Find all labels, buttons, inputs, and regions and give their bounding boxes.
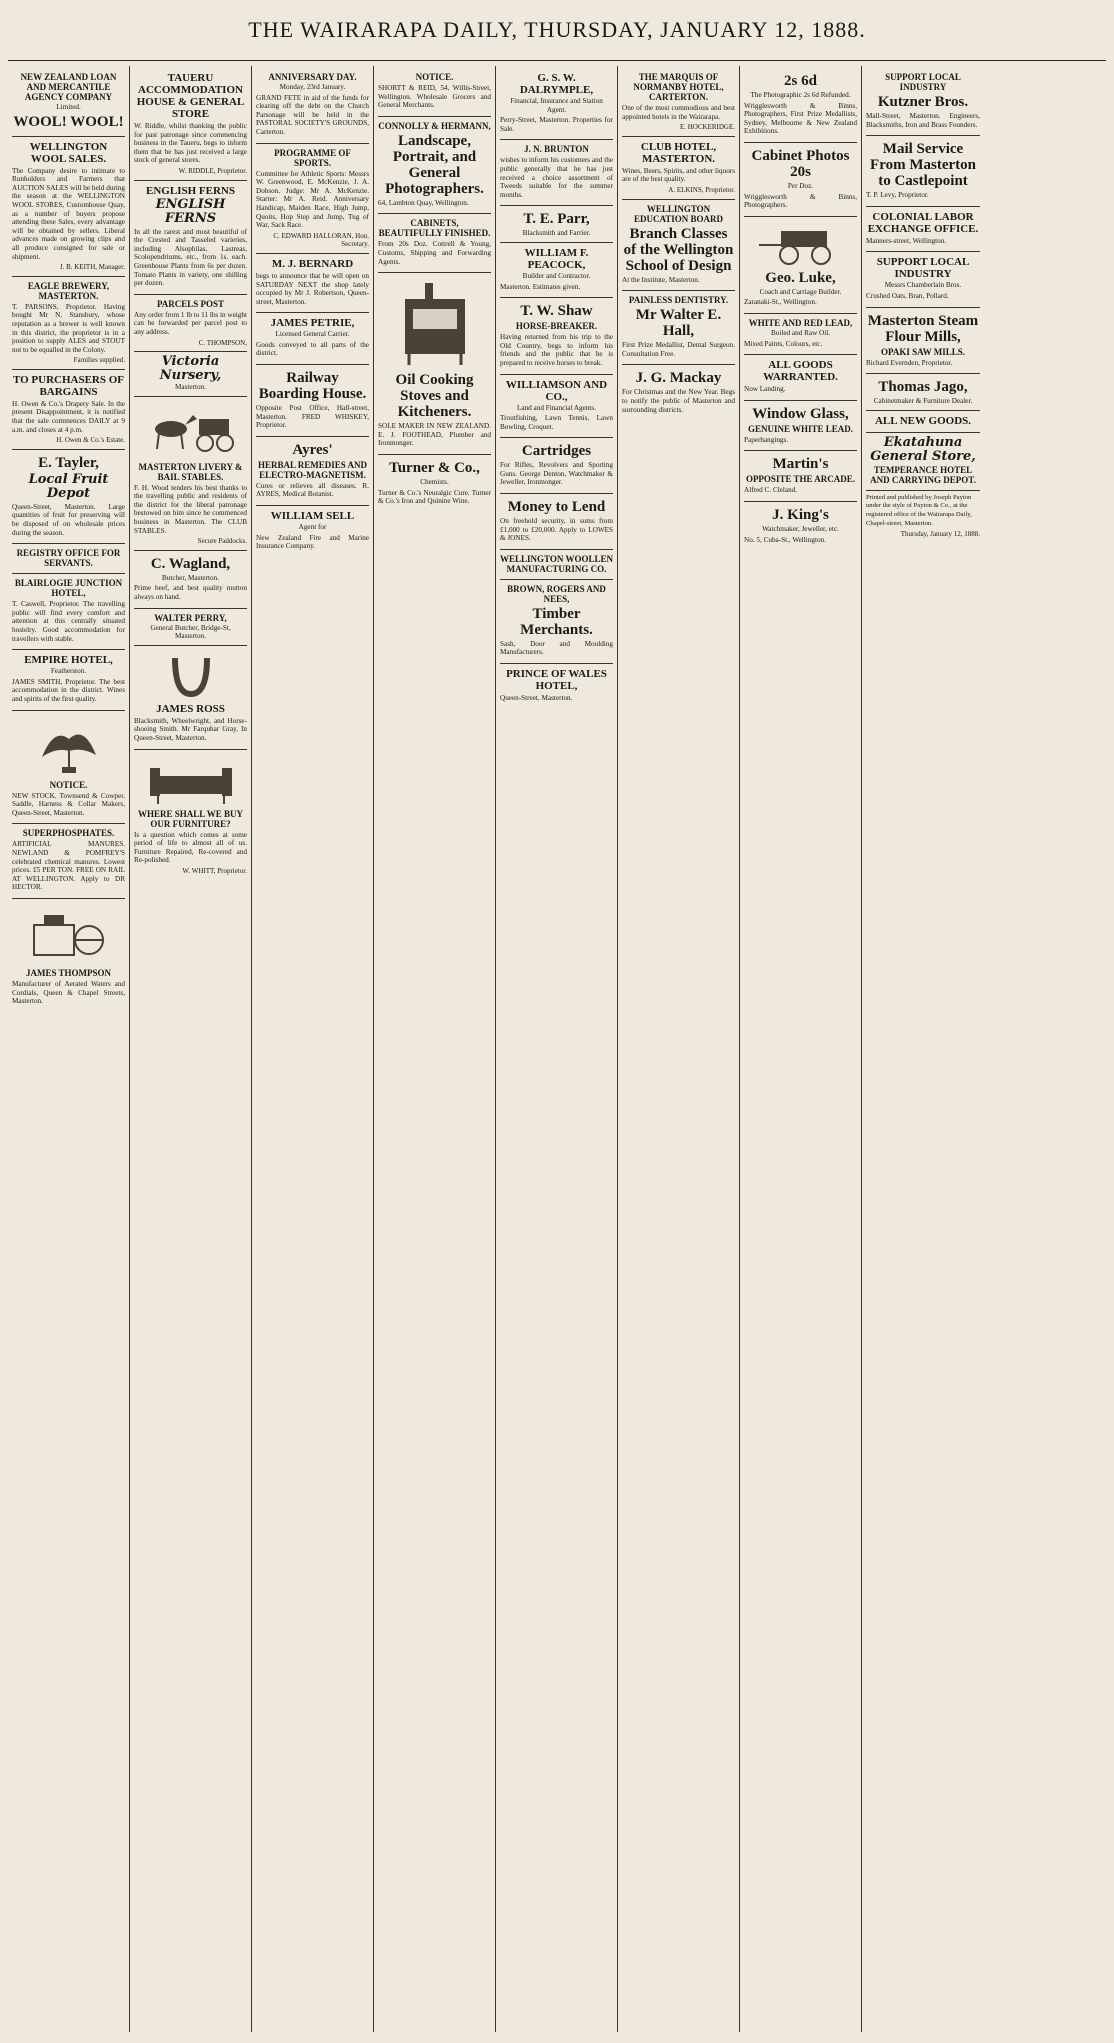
ad-ekatahuna	[866, 433, 980, 491]
stove-illustration-icon	[385, 279, 485, 369]
ad-subtitle: Land and Financial Agents.	[516, 403, 597, 412]
masthead	[0, 0, 1114, 60]
ad-mackay	[622, 365, 735, 420]
ad-body: H. Owen & Co.'s Drapery Sale. In the present Disappointment, it is notified that the sale commences DAILY at 9 a.m. and closes at 4 p.m.	[12, 399, 125, 434]
ad-body: Wrigglesworth & Binns, Photographers.	[744, 192, 857, 210]
ad-mail-service	[866, 136, 980, 207]
ad-title: JAMES THOMPSON	[25, 967, 112, 978]
ad-body: Committee for Athletic Sports: Messrs W. Greenwood, E. McKenzie, J. A. Dobson. Judge: Mr A. McKenzie. Starter: Mr A. Reid. Anniversary Handicap, Maiden Race, High Jump, Quoits, Hop Step and Jump, Tug of War, Sack Race.	[256, 169, 369, 230]
ad-subtitle: HORSE-BREAKER.	[515, 321, 598, 332]
ad-title: WILLIAMSON AND CO.,	[505, 378, 608, 403]
masthead-title: THE WAIRARAPA DAILY, THURSDAY, JANUARY 12, 1888.	[248, 17, 866, 42]
ad-brunton	[500, 140, 613, 206]
ad-title: Money to Lend	[507, 499, 606, 516]
ad-title: 2s 6d	[784, 73, 817, 89]
ad-title: WILLIAM F. PEACOCK,	[524, 246, 589, 271]
ad-body: Wines, Beers, Spirits, and other liquors are of the best quality.	[622, 166, 735, 184]
ad-dalrymple	[500, 68, 613, 140]
ad-subtitle: Messrs Chamberlain Bros.	[884, 281, 962, 290]
ad-body: Manners-street, Wellington.	[866, 236, 947, 245]
ad-title: ALL NEW GOODS.	[874, 414, 972, 427]
ad-furniture	[134, 750, 247, 880]
ad-cartridges	[500, 438, 613, 494]
ad-subtitle: Licensed General Carrier.	[275, 330, 350, 339]
ad-title: BLAIRLOGIE JUNCTION HOTEL,	[14, 578, 123, 599]
ad-turner	[378, 455, 491, 512]
ad-flour-mills	[866, 308, 980, 375]
ad-body: Sash, Door and Moulding Manufacturers.	[500, 639, 613, 657]
horseshoe-illustration-icon	[161, 652, 221, 700]
ad-subtitle: Watchmaker, Jeweller, etc.	[762, 524, 839, 533]
ad-labor-exchange	[866, 207, 980, 253]
ad-wagland	[134, 551, 247, 609]
ad-bargains	[12, 370, 125, 450]
ad-subtitle: Masterton.	[175, 383, 206, 392]
ad-body: Is a question which comes at some period of life to almost all of us. Furniture Repaired, Re-covered and Re-polished.	[134, 830, 247, 865]
ad-subtitle: Mr Walter E. Hall,	[635, 307, 722, 340]
horse-carriage-illustration-icon	[141, 403, 241, 459]
ad-body: Blacksmith, Wheelwright, and Horse-shoeing Smith. Mr Farquhar Gray, In Queen-Street, Masterton.	[134, 716, 247, 742]
ad-body: No. 5, Cuba-St., Wellington.	[744, 535, 826, 544]
ad-oil-stoves	[378, 273, 491, 455]
ad-marquis-normanby	[622, 68, 735, 137]
ad-body: Troutfishing, Lawn Tennis, Lawn Bowling, Croquet.	[500, 414, 613, 431]
ad-body: From 20s Doz. Cottrell & Young, Customs, Shipping and Forwarding Agents.	[378, 240, 491, 266]
ad-taueru	[134, 68, 247, 181]
ad-ayres	[256, 437, 369, 506]
ad-title: Railway Boarding House.	[258, 370, 367, 403]
ad-body: For Rifles, Revolvers and Sporting Guns. George Denton, Watchmaker & Jeweller, Ironmonger.	[500, 461, 613, 487]
ad-title: Cabinet Photos 20s	[751, 147, 850, 180]
ad-title: SUPPORT LOCAL INDUSTRY	[876, 256, 970, 281]
ad-club-hotel	[622, 137, 735, 200]
ad-body: T. PARSONS, Proprietor. Having bought Mr N. Stansbury, whose reputation as a brewer is well known in this district, the proprietor is in a position to supply ALES and STOUT not to be equalled in the Colony.	[12, 302, 125, 354]
ad-subtitle: General Butcher, Bridge-St, Masterton.	[150, 623, 231, 641]
ad-parr	[500, 206, 613, 243]
ad-school-of-design	[622, 200, 735, 292]
ad-subtitle: Chemists.	[420, 477, 449, 486]
ad-title: JAMES PETRIE,	[270, 317, 355, 330]
ad-anniversary-day	[256, 68, 369, 144]
ad-body: Cures or relieves all diseases. R. AYRES, Medical Botanist.	[256, 481, 369, 499]
ad-subtitle: Butcher, Masterton.	[162, 573, 219, 582]
ad-signature: W. WHITT, Proprietor.	[182, 866, 247, 875]
ad-title: Window Glass,	[752, 405, 849, 422]
ad-title: PRINCE OF WALES HOTEL,	[506, 668, 607, 693]
ad-subtitle: Kutzner Bros.	[877, 94, 969, 110]
ad-title: WELLINGTON WOOLLEN MANUFACTURING CO.	[500, 553, 613, 574]
ad-registry	[12, 544, 125, 574]
ad-body: Zaranaki-St., Wellington.	[744, 298, 817, 307]
ad-title: THE MARQUIS OF NORMANBY HOTEL, CARTERTON.	[633, 72, 724, 102]
ad-title: CONNOLLY & HERMANN,	[378, 120, 491, 131]
ad-body: The Company desire to intimate to Runholders and Farmers that AUCTION SALES will be held during the season at the WELLINGTON WOOL STORES, Customhouse Quay, as a number of buyers propose attending these Sales, every advantage will be obtained by sellers. Liberal advances made on growing clips and all produce consigned for sale or shipment.	[12, 166, 125, 261]
ad-title: ANNIVERSARY DAY.	[268, 72, 357, 82]
ad-title: Masterton Steam Flour Mills,	[867, 312, 979, 345]
ad-james-ross	[134, 646, 247, 750]
masthead-rule	[8, 60, 1106, 61]
ad-subtitle: Landscape, Portrait, and General Photographers.	[385, 132, 484, 197]
ad-body: Opposite Post Office, Hall-street, Masterton. FRED WHISKEY, Proprietor.	[256, 404, 369, 430]
ad-title: WHERE SHALL WE BUY OUR FURNITURE?	[137, 808, 244, 829]
ad-title: WALTER PERRY,	[154, 612, 227, 623]
ad-all-new-goods	[866, 411, 980, 433]
ad-tayler	[12, 450, 125, 544]
ad-body: Paperhangings.	[744, 435, 789, 444]
ad-title: SUPPORT LOCAL INDUSTRY	[885, 72, 961, 92]
ad-body: In all the rarest and most beautiful of the Crested and Tasseled varieties, including Alsophilas, Lastreas, Scolopendriums, etc., from 1s. each. Greenhouse Plants from 6s per dozen. Tomato Plants in variety, one shilling per dozen.	[134, 227, 247, 288]
ad-jago	[866, 374, 980, 411]
ad-subtitle: Blacksmith and Farrier.	[522, 229, 591, 238]
ad-title: Ekatahuna General Store,	[870, 434, 976, 464]
ad-subtitle: ENGLISH FERNS	[155, 196, 226, 226]
ad-subtitle: Per Doz.	[787, 181, 814, 190]
ad-title: C. Wagland,	[150, 555, 231, 572]
ad-body: For Christmas and the New Year. Begs to notify the public of Masterton and surrounding districts.	[622, 388, 735, 414]
ad-body: T. Caswell, Proprietor. The travelling public will find every comfort and attention at this centrally situated hostelry. Good accommodation for travellers with stable.	[12, 600, 125, 643]
ad-subtitle: OPAKI SAW MILLS.	[881, 346, 965, 357]
ad-perry	[134, 609, 247, 646]
imprint-date: Thursday, January 12, 1888.	[900, 530, 980, 539]
ad-title: TO PURCHASERS OF BARGAINS	[12, 373, 125, 398]
ad-body: On freehold security, in sums from £1,000 to £20,000. Apply to LOWES & JONES.	[500, 517, 613, 543]
ad-body: ARTIFICIAL MANURES. NEWLAND & POMFREY'S celebrated chemical manures. Lowest prices. £5 PER TON. FREE ON RAIL AT WELLINGTON. Apply to DR HECTOR.	[12, 840, 125, 892]
ad-railway-boarding	[256, 365, 369, 437]
ad-livery-stables	[134, 397, 247, 551]
columns	[8, 66, 1106, 2032]
ad-title: WHITE AND RED LEAD,	[748, 317, 853, 328]
column-7	[740, 66, 862, 2032]
ad-dentistry	[622, 291, 735, 365]
ad-signature: E. HOCKERIDGE.	[679, 123, 735, 132]
ad-subtitle: Timber Merchants.	[520, 605, 593, 638]
ad-subtitle: HERBAL REMEDIES AND ELECTRO-MAGNETISM.	[257, 459, 368, 480]
ad-body: Masterton. Estimates given.	[500, 282, 581, 291]
ad-signature: J. B. KEITH, Manager.	[59, 263, 125, 272]
ad-woollen-co	[500, 550, 613, 580]
ad-wool-sales	[12, 137, 125, 277]
ad-body: Mall-Street, Masterton. Engineers, Blacksmiths, Iron and Brass Founders.	[866, 112, 980, 129]
ad-title: TAUERU ACCOMMODATION HOUSE & GENERAL STORE	[136, 72, 245, 120]
ad-title: Martin's	[772, 456, 829, 473]
ad-body: begs to announce that he will open on SATURDAY NEXT the shop lately occupied by Mr J. Robertson, Queen-street, Masterton.	[256, 271, 369, 306]
ad-body: Now Landing.	[744, 385, 786, 394]
ad-subtitle: Financial, Insurance and Station Agent.	[510, 97, 603, 114]
ad-subtitle: Builder and Contractor.	[522, 271, 591, 280]
ad-eagle-brewery	[12, 277, 125, 370]
ad-manures	[12, 824, 125, 899]
ad-body: wishes to inform his customers and the public generally that he has just received a choice assortment of Tweeds suitable for the summer months.	[500, 156, 613, 199]
ad-title: Mail Service From Masterton to Castlepoint	[870, 141, 976, 190]
ad-subtitle: Featherston.	[50, 667, 87, 676]
ad-peacock	[500, 243, 613, 298]
column-1	[8, 66, 130, 2032]
ad-body: SHORTT & REID, 54, Willis-Street, Wellington. Wholesale Grocers and General Merchants.	[378, 84, 491, 110]
ad-title: J. King's	[772, 506, 829, 523]
ad-body: Having returned from his trip to the Old Country, begs to inform his friends and the public that he is prepared to receive horses to break.	[500, 333, 613, 367]
ad-body: SOLE MAKER IN NEW ZEALAND. E. J. FOOTHEAD, Plumber and Ironmonger.	[378, 422, 491, 448]
ad-body: Alfred C. Cleland.	[744, 486, 798, 495]
ad-body: At the Institute, Masterton.	[622, 275, 700, 284]
ad-kutzner	[866, 68, 980, 136]
column-6	[618, 66, 740, 2032]
saddle-illustration-icon	[34, 717, 104, 777]
ad-title: JAMES ROSS	[156, 702, 225, 715]
ad-martins	[744, 451, 857, 502]
ad-body: New Zealand Fire and Marine Insurance Company.	[256, 533, 369, 551]
ad-williamson	[500, 375, 613, 439]
ad-body: Queen-Street, Masterton. Large quantities of fruit for preserving will be disposed of on wholesale prices during the season.	[12, 502, 125, 537]
ad-title: NOTICE.	[415, 72, 454, 82]
ad-william-sell	[256, 506, 369, 557]
ad-title: REGISTRY OFFICE FOR SERVANTS.	[16, 548, 121, 569]
ad-body: Perry-Street, Masterton. Properties for Sale.	[500, 116, 613, 133]
ad-body: One of the most commodious and best appointed hotels in the Wairarapa.	[622, 104, 735, 121]
ad-body: Goods conveyed to all parts of the district.	[256, 340, 369, 358]
ad-all-goods	[744, 355, 857, 401]
ad-title: EAGLE BREWERY, MASTERTON.	[27, 280, 110, 301]
column-4	[374, 66, 496, 2032]
ad-title: WELLINGTON EDUCATION BOARD	[633, 203, 724, 224]
ad-subtitle: Monday, 23rd January.	[279, 83, 346, 91]
ad-body: Turner & Co.'s Neuralgic Cure. Turner & Co.'s Iron and Quinine Wine.	[378, 488, 491, 506]
ad-signature: H. Owen & Co.'s Estate.	[56, 436, 125, 445]
ad-body: Queen-Street, Masterton.	[500, 694, 573, 703]
ad-signature: C. EDWARD HALLORAN, Hon. Secretary.	[273, 231, 369, 249]
ad-title: Turner & Co.,	[389, 459, 480, 476]
ad-title: CABINETS, BEAUTIFULLY FINISHED.	[378, 218, 491, 239]
ad-title: PARCELS POST	[156, 298, 225, 309]
ad-title: PROGRAMME OF SPORTS.	[274, 147, 351, 168]
ad-title: MASTERTON LIVERY & BAIL STABLES.	[138, 461, 243, 482]
ad-signature: Families supplied.	[73, 356, 125, 365]
ad-bernard	[256, 254, 369, 313]
ad-title: Oil Cooking Stoves and Kitcheners.	[395, 372, 474, 421]
ad-parcels-post	[134, 295, 247, 352]
ad-title: Cartridges	[521, 443, 592, 460]
ad-body: Prime beef, and best quality mutton always on hand.	[134, 584, 247, 602]
ad-body: T. P. Levy, Proprietor.	[866, 191, 929, 200]
ad-signature: A. ELKINS, Proprietor.	[668, 185, 735, 194]
ad-title: PAINLESS DENTISTRY.	[628, 295, 729, 306]
ad-subtitle: Branch Classes of the Wellington School of Design	[623, 225, 734, 274]
ad-petrie	[256, 313, 369, 365]
ad-title: T. E. Parr,	[523, 211, 590, 228]
ad-j-king	[744, 502, 857, 550]
ad-subtitle: Agent for	[298, 523, 327, 532]
column-3	[252, 66, 374, 2032]
ad-signature: Secure Paddocks.	[197, 537, 247, 546]
ad-title: WILLIAM SELL	[270, 510, 355, 523]
ad-imprint	[866, 491, 980, 543]
column-2	[130, 66, 252, 2032]
ad-subtitle: TEMPERANCE HOTEL AND CARRYING DEPOT.	[870, 464, 976, 485]
ad-title: Thomas Jago,	[878, 379, 968, 396]
ad-body: Mixed Paints, Colours, etc.	[744, 339, 823, 348]
column-8	[862, 66, 984, 2032]
ad-brown-rogers	[500, 580, 613, 664]
imprint-text: Printed and published by Joseph Payton under the style of Payton & Co., at the registered office of the Wairarapa Daily, Chapel-street, Masterton.	[866, 493, 972, 527]
ad-body: GRAND FETE in aid of the funds for clearing off the debt on the Church Parsonage will be held in the PASTORAL SOCIETY'S GROUNDS, Carterton.	[256, 93, 369, 136]
ad-subtitle: The Photographic 2s 6d Refunded.	[750, 91, 851, 99]
ad-english-ferns	[134, 181, 247, 295]
ad-title: WELLINGTON WOOL SALES.	[29, 140, 108, 165]
ad-shaw	[500, 298, 613, 374]
ad-title: EMPIRE HOTEL,	[24, 654, 113, 667]
ad-title: J. N. BRUNTON	[524, 144, 589, 155]
sofa-illustration-icon	[146, 756, 236, 806]
ad-subtitle: Coach and Carriage Builder.	[759, 287, 842, 296]
ad-title: CLUB HOTEL, MASTERTON.	[640, 140, 717, 165]
ad-body: F. H. Wood tenders his best thanks to the travelling public and residents of the district for the liberal patronage bestowed on him since he commenced business in Masterton. The CLUB STABLES.	[134, 483, 247, 535]
ad-body: 64, Lambton Quay, Wellington.	[378, 198, 469, 207]
ad-subtitle: OPPOSITE THE ARCADE.	[745, 474, 856, 485]
ad-sports-programme	[256, 144, 369, 254]
machinery-illustration-icon	[24, 905, 114, 965]
ad-title: ENGLISH FERNS	[146, 184, 235, 197]
ad-title: COLONIAL LABOR EXCHANGE OFFICE.	[867, 210, 979, 235]
ad-subtitle: GENUINE WHITE LEAD.	[747, 423, 854, 434]
ad-money-to-lend	[500, 494, 613, 550]
ad-body: First Prize Medallist, Dental Surgeon. Consultation Free.	[622, 341, 735, 358]
ad-title: BROWN, ROGERS AND NEES,	[507, 583, 606, 604]
ad-subtitle: Cabinetmaker & Furniture Dealer.	[873, 397, 973, 406]
ad-photographic	[744, 68, 857, 143]
ad-title: ALL GOODS WARRANTED.	[763, 359, 838, 384]
ad-new-stock	[12, 711, 125, 825]
ad-body: Any order from 1 lb to 11 lbs in weight can be forwarded per parcel post to any address.	[134, 310, 247, 336]
ad-body: Crushed Oats, Bran, Pollard.	[866, 291, 949, 300]
ad-white-lead	[744, 314, 857, 355]
ad-connolly-hermann	[378, 117, 491, 215]
ad-title: Geo. Luke,	[765, 269, 836, 286]
ad-signature: C. THOMPSON,	[198, 338, 247, 347]
ad-signature: W. RIDDLE, Proprietor.	[178, 166, 247, 175]
ad-cabinet-photos	[744, 143, 857, 217]
ad-nz-loan	[12, 68, 125, 137]
carriage-illustration-icon	[751, 223, 851, 267]
ad-title: M. J. BERNARD	[271, 257, 354, 270]
ad-title: E. Tayler,	[38, 454, 99, 471]
ad-title: J. G. Mackay	[635, 370, 722, 387]
ad-window-glass	[744, 401, 857, 452]
ad-title: SUPERPHOSPHATES.	[22, 828, 115, 839]
ad-subtitle: Boiled and Raw Oil.	[770, 328, 831, 337]
ad-chamberlain	[866, 252, 980, 307]
ad-blairlogie	[12, 574, 125, 650]
ad-body: W. Riddle, whilst thanking the public for past patronage since commencing business in the Taueru, begs to inform them that he has just received a large stock of general stores.	[134, 122, 247, 165]
ad-title: G. S. W. DALRYMPLE,	[519, 72, 594, 96]
ad-title: NOTICE.	[49, 779, 88, 790]
column-5	[496, 66, 618, 2032]
ad-body: Richard Evernden, Proprietor.	[866, 358, 953, 367]
ad-prince-of-wales	[500, 664, 613, 709]
ad-body: WOOL! WOOL!	[13, 113, 124, 130]
ad-body: Manufacturer of Aerated Waters and Cordials, Queen & Chapel Streets, Masterton.	[12, 979, 125, 1006]
ad-subtitle: Local Fruit Depot	[28, 471, 109, 501]
ad-title: Ayres'	[292, 441, 333, 458]
ad-cabinets	[378, 214, 491, 273]
ad-title: Victoria Nursery,	[159, 354, 222, 384]
ad-victoria-nursery	[134, 352, 247, 397]
ad-body: JAMES SMITH, Proprietor. The best accommodation in the district. Wines and spirits of the first quality.	[12, 677, 125, 703]
ad-subtitle: Limited.	[56, 103, 81, 111]
ad-geo-luke	[744, 217, 857, 314]
ad-title: T. W. Shaw	[520, 303, 593, 320]
ad-title: NEW ZEALAND LOAN AND MERCANTILE AGENCY COMPANY	[20, 72, 117, 102]
ad-shortt-reid	[378, 68, 491, 117]
ad-body: NEW STOCK. Townsend & Cowper. Saddle, Harness & Collar Makers, Queen-Street, Masterton.	[12, 791, 125, 817]
ad-body: Wrigglesworth & Binns, Photographers, First Prize Medallists, Sydney, Melbourne & New Zealand Exhibitions.	[744, 101, 857, 136]
ad-thompson	[12, 899, 125, 1012]
ad-empire-hotel	[12, 650, 125, 710]
